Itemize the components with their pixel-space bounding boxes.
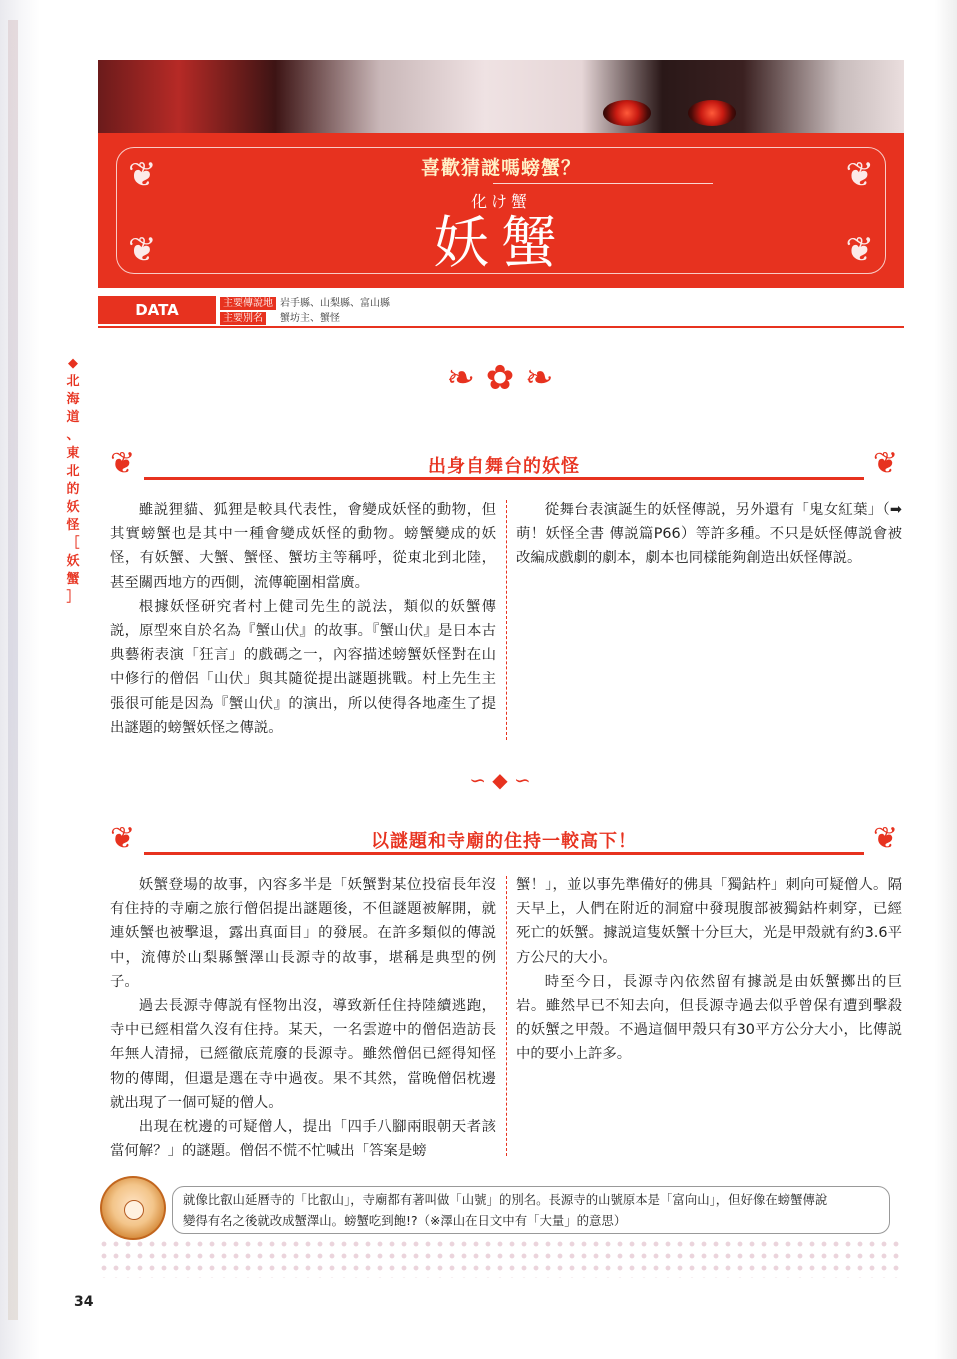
- swirl-ornament-icon: ❦: [845, 155, 874, 195]
- paragraph: 根據妖怪研究者村上健司先生的説法，類似的妖蟹傳説，原型來自於名為『蟹山伏』的故事。『蟹山伏』是日本古典藝術表演「狂言」的戲碼之一，內容描述螃蟹妖怪對在山中修行的僧侶「山伏」與其隨從提出謎題挑戰。村上先生主張很可能是因為『蟹山伏』的演出，所以使得各地產生了提出謎題的螃蟹妖怪之傳説。: [110, 598, 496, 736]
- side-tab-char: 北: [66, 374, 80, 389]
- paragraph: 過去長源寺傳説有怪物出沒，導致新任住持陸續逃跑，寺中已經相當久沒有住持。某天，一名雲遊中的僧侶造訪長年無人清掃，已經徹底荒廢的長源寺。雖然僧侶已經得知怪物的傳聞，但還是選在寺中過夜。果不其然，當晚僧侶枕邊就出現了一個可疑的僧人。: [110, 998, 496, 1111]
- flower-ornament-icon: ❧ ✿ ❧: [446, 358, 554, 398]
- subtitle-divider: [493, 183, 713, 184]
- side-tab-char: ◆: [68, 356, 78, 371]
- data-tab: DATA: [98, 296, 216, 324]
- dot-pattern-band: [98, 1238, 904, 1278]
- data-label-location: 主要傳說地: [220, 297, 276, 310]
- diamond-ornament-icon: ∽ ◆ ∽: [469, 768, 531, 792]
- subtitle: 喜歡猜謎嗎螃蟹？: [420, 157, 581, 179]
- swirl-ornament-icon: ❦: [872, 821, 898, 856]
- paragraph: 時至今日，長源寺內依然留有據説是由妖蟹擲出的巨岩。雖然早已不知去向，但長源寺過去似乎曾保有遭到擊殺的妖蟹之甲殼。不過這個甲殼只有30平方公分大小，比傳説中的要小上許多。: [516, 973, 902, 1063]
- left-eye-illustration: [603, 100, 651, 126]
- side-tab-char: ］: [66, 590, 80, 605]
- paragraph: 蟹！」，並以事先準備好的佛具「獨鈷杵」刺向可疑僧人。隔天早上，人們在附近的洞窟中發現腹部被獨鈷杵刺穿，已經死亡的妖蟹。據説這隻妖蟹十分巨大，光是甲殼就有約3.6平方公尺的大小。: [516, 877, 902, 966]
- paragraph: 出現在枕邊的可疑僧人，提出「四手八腳兩眼朝天者該當何解？」的謎題。僧侶不慌不忙喊出「答案是螃: [110, 1119, 496, 1160]
- data-divider: [98, 326, 904, 328]
- japanese-name: 化け蟹: [470, 192, 531, 211]
- page-number: 34: [74, 1294, 94, 1310]
- side-tab-char: 海: [66, 392, 80, 407]
- side-tab-char: 妖: [66, 554, 80, 569]
- side-tab-char: 道: [66, 410, 80, 425]
- paragraph: 妖蟹登場的故事，內容多半是「妖蟹對某位投宿長年沒有住持的寺廟之旅行僧侶提出謎題後，不但謎題被解開，就連妖蟹也被擊退，露出真面目」的發展。在許多類似的傳説中，流傳於山梨縣蟹澤山長源寺的故事，堪稱是典型的例子。: [110, 877, 496, 990]
- data-label-alias: 主要別名: [220, 312, 266, 325]
- side-tab-char: 怪: [66, 518, 80, 533]
- swirl-ornament-icon: ❦: [128, 230, 157, 270]
- section-1-right-column: [516, 498, 902, 571]
- column-divider: [506, 876, 507, 1156]
- mascot-note: [172, 1186, 890, 1234]
- side-tab-char: 的: [66, 482, 80, 497]
- swirl-ornament-icon: ❦: [128, 155, 157, 195]
- paragraph: 雖説狸貓、狐狸是較具代表性，會變成妖怪的動物，但其實螃蟹也是其中一種會變成妖怪的動物。螃蟹變成的妖怪，有妖蟹、大蟹、蟹怪、蟹坊主等稱呼，從東北到北陸，甚至關西地方的西側，流傳範圍相當廣。: [110, 502, 496, 591]
- binding-strip: [8, 20, 18, 1320]
- page-title: 妖蟹: [433, 211, 569, 276]
- section-header-2: [104, 823, 904, 861]
- paragraph: 從舞台表演誕生的妖怪傳説，另外還有「鬼女紅葉」（➡萌！妖怪全書 傳説篇P66）等許多種。不只是妖怪傳説會被改編成戲劇的劇本，劇本也同樣能夠創造出妖怪傳説。: [516, 502, 902, 567]
- right-eye-illustration: [688, 100, 736, 126]
- section-title: 出身自舞台的妖怪: [428, 456, 580, 477]
- title-panel: [98, 133, 904, 288]
- side-tab-char: 妖: [66, 500, 80, 515]
- column-divider: [506, 500, 507, 740]
- section-2-left-column: [110, 873, 496, 1163]
- side-tab-char: 蟹: [66, 572, 80, 587]
- page-edge-right: [935, 0, 957, 1359]
- note-line: 變得有名之後就改成蟹澤山。螃蟹吃到飽!?（※澤山在日文中有「大量」的意思）: [183, 1213, 627, 1228]
- side-tab-char: 、: [66, 428, 80, 443]
- mascot-face: [124, 1200, 144, 1220]
- side-tab-char: ［: [66, 536, 80, 551]
- side-tab-char: 北: [66, 464, 80, 479]
- swirl-ornament-icon: ❦: [872, 446, 898, 481]
- section-2-right-column: [516, 873, 902, 1067]
- section-header-1: [104, 448, 904, 486]
- header-illustration: [98, 60, 904, 133]
- side-tab-char: 東: [66, 446, 80, 461]
- section-title: 以謎題和寺廟的住持一較高下！: [371, 831, 637, 852]
- data-value-alias: 蟹坊主、蟹怪: [280, 313, 340, 324]
- section-1-left-column: [110, 498, 496, 740]
- chapter-side-tab: [62, 355, 84, 607]
- swirl-ornament-icon: ❦: [110, 446, 136, 481]
- mascot-avatar: [100, 1176, 166, 1240]
- data-value-location: 岩手縣、山梨縣、富山縣: [280, 298, 390, 309]
- swirl-ornament-icon: ❦: [845, 230, 874, 270]
- swirl-ornament-icon: ❦: [110, 821, 136, 856]
- note-line: 就像比叡山延曆寺的「比叡山」，寺廟都有著叫做「山號」的別名。長源寺的山號原本是「富向山」，但好像在螃蟹傳說: [183, 1192, 828, 1207]
